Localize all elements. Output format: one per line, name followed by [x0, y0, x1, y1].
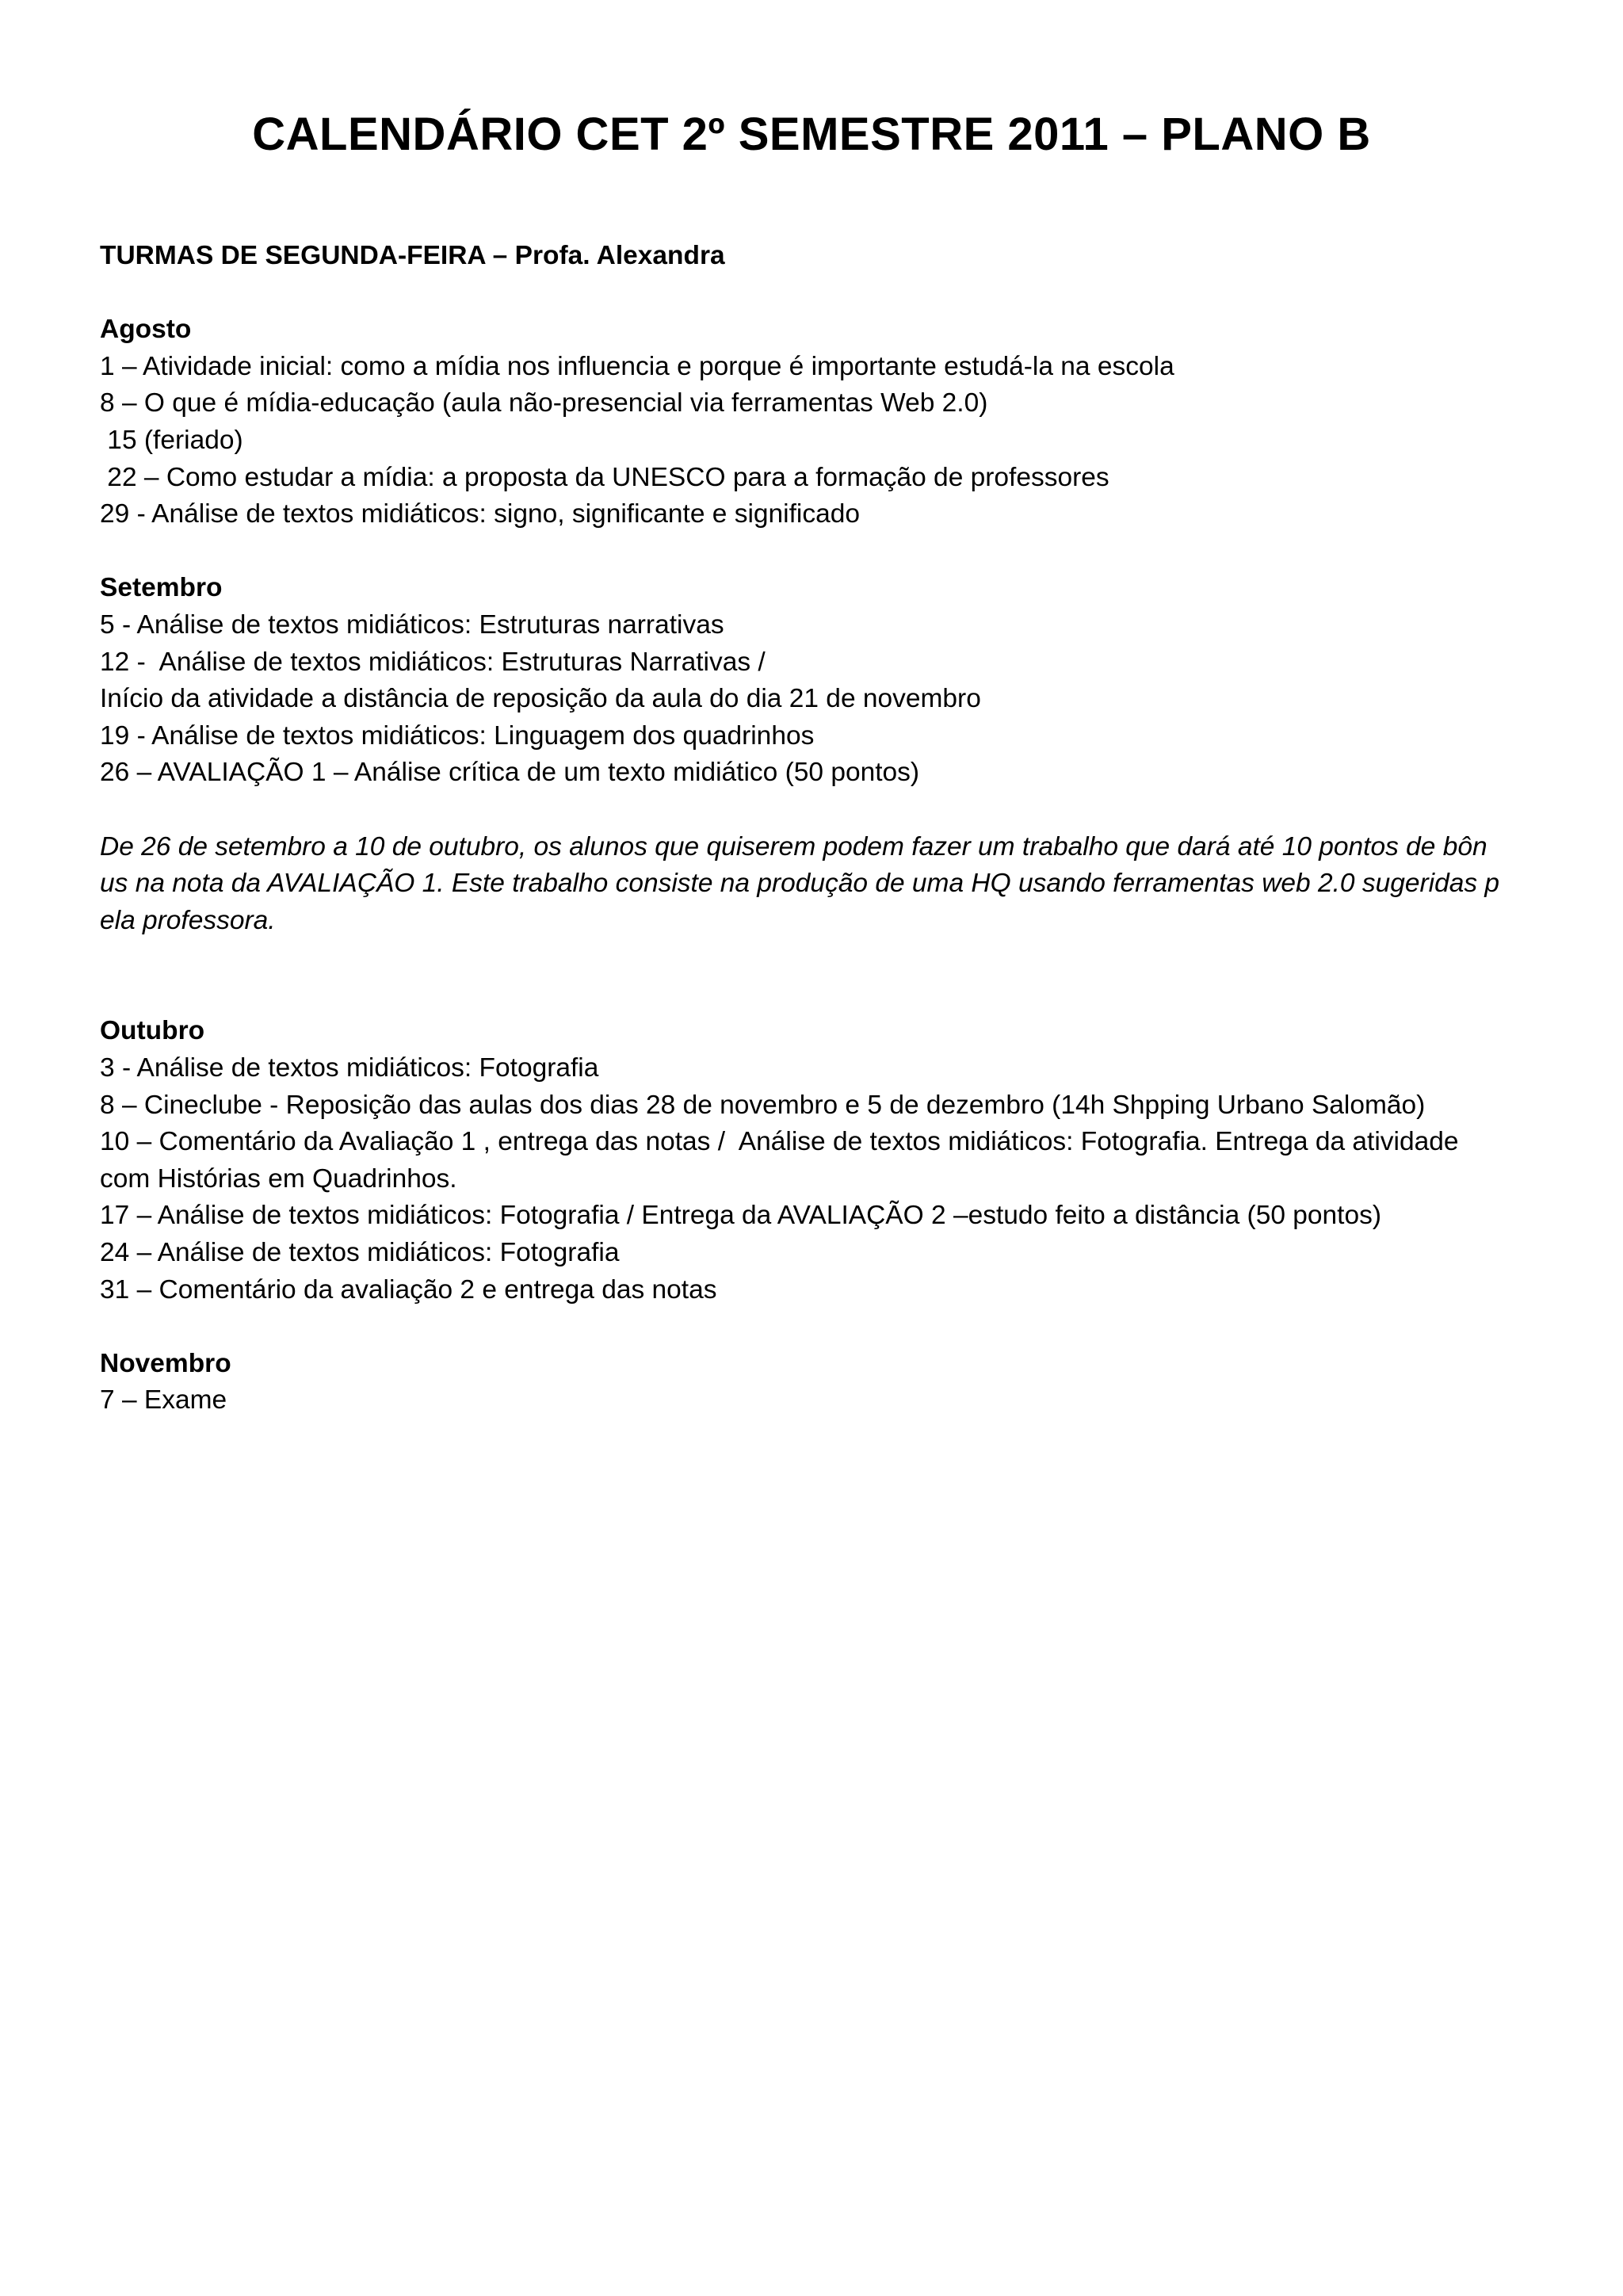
calendar-entry: com Histórias em Quadrinhos.: [100, 1163, 457, 1194]
calendar-entry: 17 – Análise de textos midiáticos: Fotografia / Entrega da AVALIAÇÃO 2 –estudo feito a distância (50 pontos): [100, 1201, 1382, 1231]
calendar-entry: 12 - Análise de textos midiáticos: Estruturas Narrativas /: [100, 647, 766, 677]
spacer: [100, 792, 1534, 829]
month-section-setembro: [100, 570, 1534, 939]
calendar-entry: 10 – Comentário da Avaliação 1 , entrega das notas / Análise de textos midiáticos: Fotografia. Entrega da atividade: [100, 1127, 1459, 1157]
bonus-note-line: De 26 de setembro a 10 de outubro, os alunos que quiserem podem fazer um trabalho que dará até 10 pontos de bôn: [100, 831, 1487, 861]
class-header: TURMAS DE SEGUNDA-FEIRA – Profa. Alexandra: [100, 241, 725, 270]
bonus-note-line: ela professora.: [100, 905, 276, 935]
calendar-entry: 7 – Exame: [100, 1385, 227, 1415]
calendar-entry: 8 – O que é mídia-educação (aula não-presencial via ferramentas Web 2.0): [100, 388, 988, 418]
document-body: [100, 238, 1534, 1419]
month-section-agosto: [100, 311, 1534, 533]
document-title: CALENDÁRIO CET 2º SEMESTRE 2011 – PLANO B: [252, 109, 1371, 160]
month-section-outubro: [100, 1013, 1534, 1308]
month-heading: Novembro: [100, 1348, 231, 1378]
calendar-entry: 3 - Análise de textos midiáticos: Fotografia: [100, 1053, 599, 1083]
calendar-entry: 8 – Cineclube - Reposição das aulas dos dias 28 de novembro e 5 de dezembro (14h Shpping Urbano Salomão): [100, 1090, 1426, 1120]
calendar-entry: 19 - Análise de textos midiáticos: Linguagem dos quadrinhos: [100, 720, 815, 751]
calendar-entry: 24 – Análise de textos midiáticos: Fotografia: [100, 1238, 620, 1268]
month-heading: Outubro: [100, 1016, 205, 1046]
calendar-entry: 22 – Como estudar a mídia: a proposta da UNESCO para a formação de professores: [100, 462, 1109, 492]
spacer: [100, 533, 1534, 571]
spacer: [100, 1308, 1534, 1346]
calendar-entry: 31 – Comentário da avaliação 2 e entrega das notas: [100, 1274, 717, 1305]
month-section-novembro: [100, 1346, 1534, 1419]
spacer: [100, 275, 1534, 312]
calendar-entry: 1 – Atividade inicial: como a mídia nos influencia e porque é importante estudá-la na escola: [100, 351, 1174, 381]
calendar-entry: 15 (feriado): [100, 425, 243, 455]
calendar-entry: 29 - Análise de textos midiáticos: signo, significante e significado: [100, 499, 861, 529]
spacer: [100, 939, 1534, 1013]
calendar-entry: 26 – AVALIAÇÃO 1 – Análise crítica de um texto midiático (50 pontos): [100, 758, 920, 788]
calendar-entry: Início da atividade a distância de reposição da aula do dia 21 de novembro: [100, 684, 981, 714]
bonus-note-line: us na nota da AVALIAÇÃO 1. Este trabalho consiste na produção de uma HQ usando ferramentas web 2.0 sugeridas p: [100, 869, 1500, 899]
calendar-entry: 5 - Análise de textos midiáticos: Estruturas narrativas: [100, 609, 724, 640]
bonus-note: [100, 829, 1534, 940]
month-heading: Setembro: [100, 573, 223, 603]
month-heading: Agosto: [100, 315, 192, 345]
